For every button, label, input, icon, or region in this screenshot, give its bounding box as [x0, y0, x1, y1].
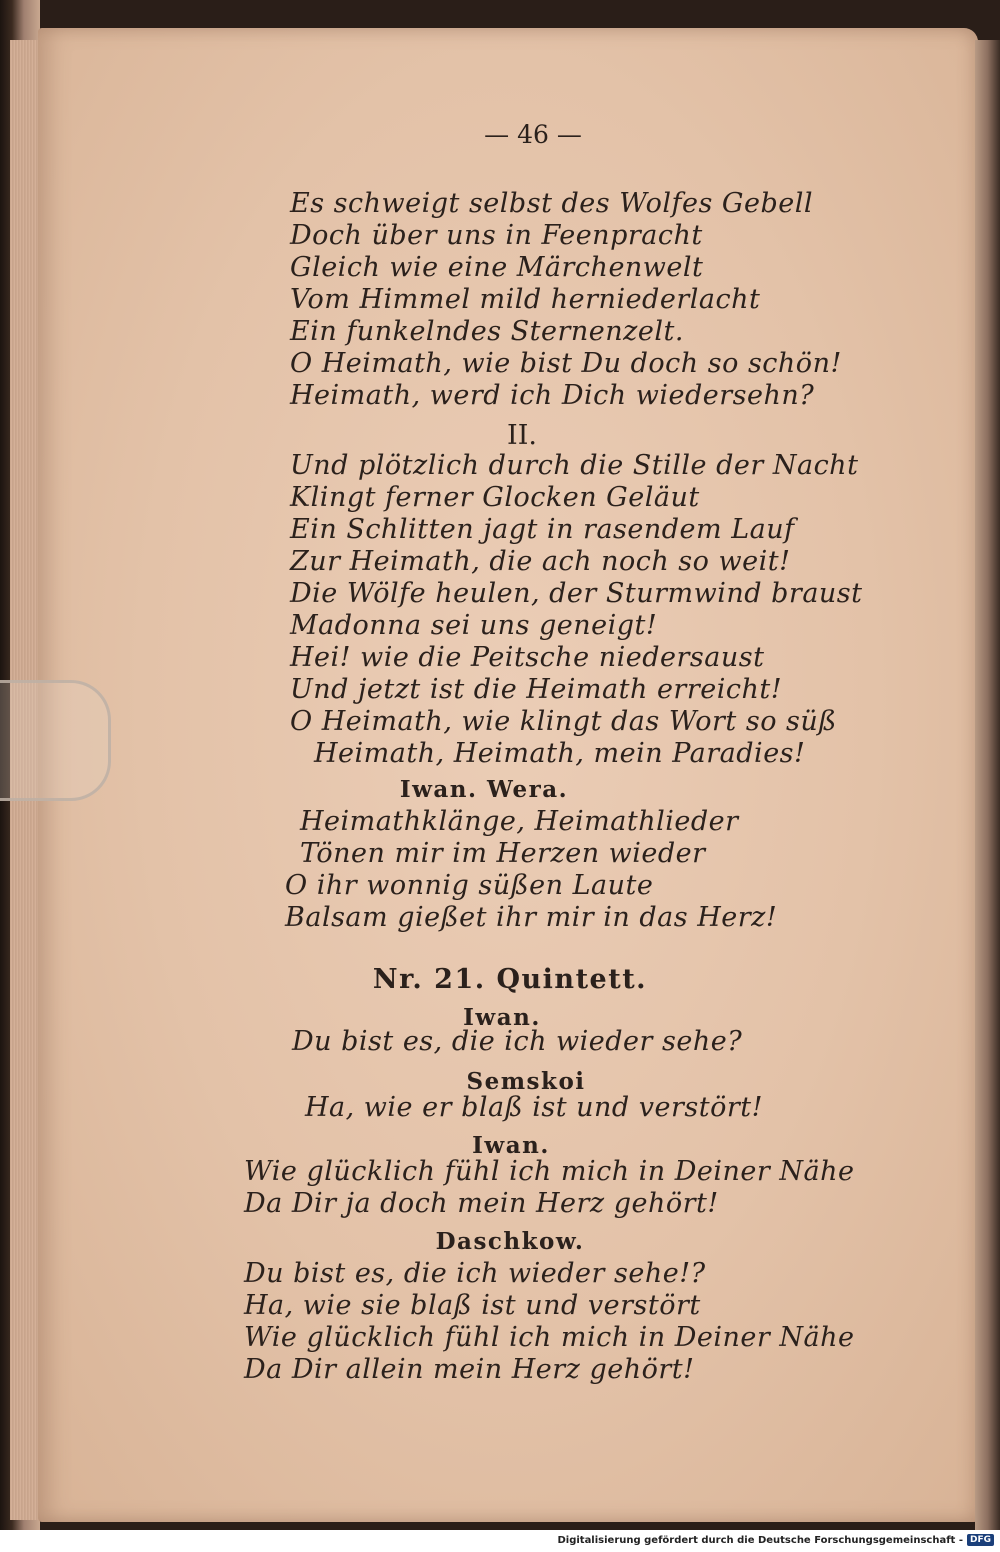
verse-line: Heimath, Heimath, mein Paradies!	[314, 738, 806, 769]
verse-line: Und jetzt ist die Heimath erreicht!	[290, 674, 783, 705]
book-right-edge	[975, 40, 1000, 1530]
verse-line: Ha, wie er blaß ist und verstört!	[305, 1092, 763, 1123]
verse-line: Und plötzlich durch die Stille der Nacht	[290, 450, 859, 481]
page-number: — 46 —	[484, 120, 582, 149]
speaker-label: Daschkow.	[435, 1228, 585, 1255]
verse-line: O ihr wonnig süßen Laute	[285, 870, 654, 901]
verse-line: Ein Schlitten jagt in rasendem Lauf	[290, 514, 795, 545]
verse-line: O Heimath, wie klingt das Wort so süß	[290, 706, 837, 737]
speaker-label: Iwan.	[463, 1004, 541, 1031]
verse-line: Vom Himmel mild herniederlacht	[290, 284, 761, 315]
verse-line: Da Dir allein mein Herz gehört!	[244, 1354, 695, 1385]
verse-line: Balsam gießet ihr mir in das Herz!	[285, 902, 778, 933]
verse-line: O Heimath, wie bist Du doch so schön!	[290, 348, 842, 379]
speaker-label: Iwan.	[472, 1132, 550, 1159]
verse-line: Da Dir ja doch mein Herz gehört!	[244, 1188, 719, 1219]
verse-line: Zur Heimath, die ach noch so weit!	[290, 546, 791, 577]
speaker-label: Semskoi	[466, 1068, 586, 1095]
speaker-label: Iwan. Wera.	[399, 776, 569, 803]
verse-line: Heimath, werd ich Dich wiedersehn?	[290, 380, 815, 411]
verse-line: Ein funkelndes Sternenzelt.	[290, 316, 684, 347]
verse-line: Hei! wie die Peitsche niedersaust	[290, 642, 765, 673]
verse-line: Gleich wie eine Märchenwelt	[290, 252, 704, 283]
footer-text: Digitalisierung gefördert durch die Deutsche Forschungsgemeinschaft -	[557, 1534, 963, 1546]
verse-line: Es schweigt selbst des Wolfes Gebell	[290, 188, 813, 219]
dfg-logo: DFG	[967, 1534, 994, 1546]
verse-line: Tönen mir im Herzen wieder	[300, 838, 706, 869]
footer-credit	[557, 1534, 994, 1546]
verse-line: Heimathklänge, Heimathlieder	[300, 806, 739, 837]
verse-line: Du bist es, die ich wieder sehe?	[292, 1026, 743, 1057]
verse-line: Madonna sei uns geneigt!	[290, 610, 658, 641]
section-heading: Nr. 21. Quintett.	[372, 964, 648, 995]
page-clip	[0, 680, 111, 801]
verse-line: Ha, wie sie blaß ist und verstört	[244, 1290, 701, 1321]
verse-line: Du bist es, die ich wieder sehe!?	[244, 1258, 706, 1289]
verse-line: Klingt ferner Glocken Geläut	[290, 482, 700, 513]
section-number: II.	[507, 420, 537, 451]
verse-line: Doch über uns in Feenpracht	[290, 220, 703, 251]
verse-line: Wie glücklich fühl ich mich in Deiner Nähe	[244, 1156, 855, 1187]
verse-line: Die Wölfe heulen, der Sturmwind braust	[290, 578, 863, 609]
verse-line: Wie glücklich fühl ich mich in Deiner Nähe	[244, 1322, 855, 1353]
